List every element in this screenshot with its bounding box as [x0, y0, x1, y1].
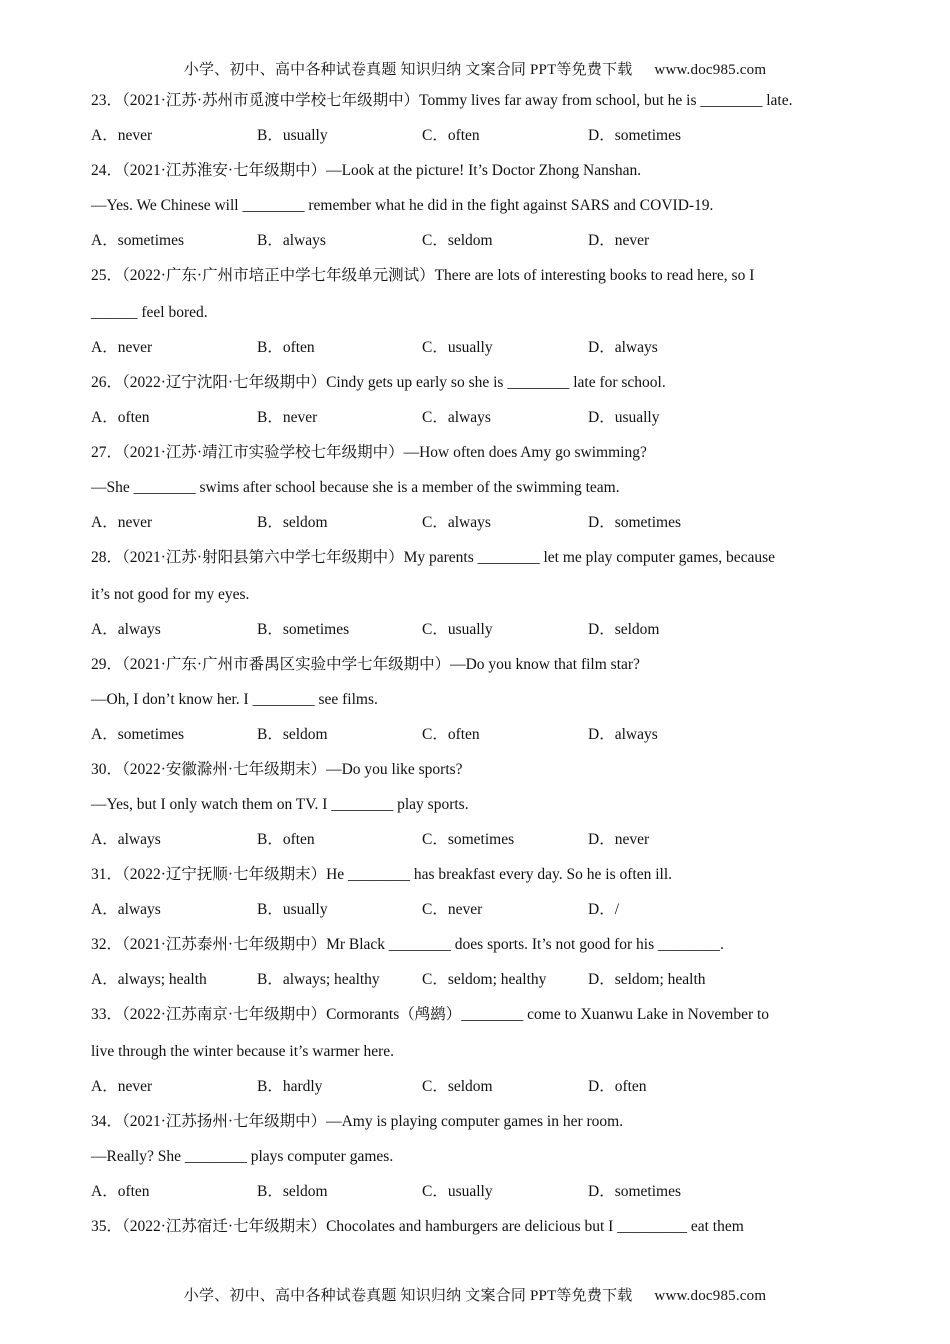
question-stem: 23．（2021·江苏·苏州市觅渡中学校七年级期中）Tommy lives far away from school, but he is ________ late. — [91, 92, 793, 109]
option-a[interactable]: A．always — [91, 621, 161, 638]
option-a[interactable]: A．sometimes — [91, 726, 184, 743]
option-b[interactable]: B．always; healthy — [257, 971, 380, 988]
option-d[interactable]: D．sometimes — [588, 127, 681, 144]
question-continuation: —Yes. We Chinese will ________ remember what he did in the fight against SARS and COVID-19. — [91, 197, 714, 214]
footer-text: 小学、初中、高中各种试卷真题 知识归纳 文案合同 PPT等免费下载 — [183, 1288, 633, 1304]
option-d[interactable]: D．seldom — [588, 621, 660, 638]
question-item — [91, 931, 871, 1001]
option-b[interactable]: B．seldom — [257, 514, 328, 531]
question-stem: 33．（2022·江苏南京·七年级期中）Cormorants（鸬鹚）________ come to Xuanwu Lake in November to — [91, 1006, 770, 1023]
option-a[interactable]: A．never — [91, 514, 153, 531]
option-b[interactable]: B．often — [257, 339, 315, 356]
question-stem: 28．（2021·江苏·射阳县第六中学七年级期中）My parents ________ let me play computer games, because — [91, 549, 776, 566]
option-d[interactable]: D．often — [588, 1078, 647, 1095]
question-continuation: —Oh, I don’t know her. I ________ see films. — [91, 691, 378, 708]
option-b[interactable]: B．seldom — [257, 726, 328, 743]
question-item — [91, 157, 871, 262]
question-item — [91, 651, 871, 756]
option-a[interactable]: A．never — [91, 339, 153, 356]
option-a[interactable]: A．always — [91, 831, 161, 848]
page-header — [0, 58, 950, 79]
question-stem: 25．（2022·广东·广州市培正中学七年级单元测试）There are lots of interesting books to read here, so I — [91, 267, 755, 284]
option-a[interactable]: A．always; health — [91, 971, 207, 988]
question-continuation: ______ feel bored. — [91, 304, 208, 321]
question-continuation: —Really? She ________ plays computer games. — [91, 1148, 394, 1165]
option-c[interactable]: C．seldom; healthy — [422, 971, 547, 988]
option-b[interactable]: B．hardly — [257, 1078, 323, 1095]
option-c[interactable]: C．sometimes — [422, 831, 515, 848]
option-c[interactable]: C．always — [422, 409, 491, 426]
question-item — [91, 87, 871, 157]
option-b[interactable]: B．often — [257, 831, 315, 848]
question-stem: 30．（2022·安徽滁州·七年级期末）—Do you like sports? — [91, 761, 463, 778]
footer-site-link[interactable]: www.doc985.com — [654, 1288, 767, 1304]
option-c[interactable]: C．often — [422, 127, 480, 144]
option-c[interactable]: C．usually — [422, 1183, 493, 1200]
question-continuation: it’s not good for my eyes. — [91, 586, 250, 603]
option-b[interactable]: B．usually — [257, 127, 328, 144]
question-stem: 29．（2021·广东·广州市番禺区实验中学七年级期中）—Do you know that film star? — [91, 656, 640, 673]
option-b[interactable]: B．always — [257, 232, 326, 249]
option-c[interactable]: C．seldom — [422, 232, 493, 249]
question-item — [91, 861, 871, 931]
option-b[interactable]: B．usually — [257, 901, 328, 918]
answer-options — [91, 227, 871, 262]
question-stem: 24．（2021·江苏淮安·七年级期中）—Look at the picture! It’s Doctor Zhong Nanshan. — [91, 162, 642, 179]
answer-options — [91, 1073, 871, 1108]
option-c[interactable]: C．usually — [422, 621, 493, 638]
answer-options — [91, 721, 871, 756]
option-a[interactable]: A．often — [91, 1183, 150, 1200]
question-stem: 26．（2022·辽宁沈阳·七年级期中）Cindy gets up early so she is ________ late for school. — [91, 374, 666, 391]
option-a[interactable]: A．always — [91, 901, 161, 918]
option-b[interactable]: B．sometimes — [257, 621, 350, 638]
page-footer — [0, 1284, 950, 1305]
question-item — [91, 1001, 871, 1108]
option-d[interactable]: D．sometimes — [588, 514, 681, 531]
question-list — [91, 87, 871, 1248]
question-continuation: —Yes, but I only watch them on TV. I ________ play sports. — [91, 796, 469, 813]
answer-options — [91, 509, 871, 544]
option-d[interactable]: D．always — [588, 339, 658, 356]
option-a[interactable]: A．never — [91, 1078, 153, 1095]
option-d[interactable]: D．never — [588, 232, 650, 249]
option-c[interactable]: C．never — [422, 901, 483, 918]
question-item — [91, 1213, 871, 1248]
option-c[interactable]: C．usually — [422, 339, 493, 356]
option-d[interactable]: D．sometimes — [588, 1183, 681, 1200]
question-stem: 31．（2022·辽宁抚顺·七年级期末）He ________ has breakfast every day. So he is often ill. — [91, 866, 673, 883]
option-d[interactable]: D．never — [588, 831, 650, 848]
option-a[interactable]: A．sometimes — [91, 232, 184, 249]
option-a[interactable]: A．often — [91, 409, 150, 426]
question-item — [91, 756, 871, 861]
question-item — [91, 262, 871, 369]
header-text: 小学、初中、高中各种试卷真题 知识归纳 文案合同 PPT等免费下载 — [183, 62, 633, 78]
answer-options — [91, 1178, 871, 1213]
option-d[interactable]: D．/ — [588, 901, 620, 918]
question-stem: 34．（2021·江苏扬州·七年级期中）—Amy is playing computer games in her room. — [91, 1113, 624, 1130]
question-continuation: live through the winter because it’s warmer here. — [91, 1043, 394, 1060]
question-item — [91, 369, 871, 439]
option-a[interactable]: A．never — [91, 127, 153, 144]
answer-options — [91, 896, 871, 931]
answer-options — [91, 122, 871, 157]
answer-options — [91, 966, 871, 1001]
option-c[interactable]: C．often — [422, 726, 480, 743]
question-item — [91, 1108, 871, 1213]
option-b[interactable]: B．never — [257, 409, 318, 426]
answer-options — [91, 334, 871, 369]
option-c[interactable]: C．always — [422, 514, 491, 531]
option-c[interactable]: C．seldom — [422, 1078, 493, 1095]
option-d[interactable]: D．seldom; health — [588, 971, 706, 988]
answer-options — [91, 826, 871, 861]
answer-options — [91, 404, 871, 439]
question-stem: 27．（2021·江苏·靖江市实验学校七年级期中）—How often does Amy go swimming? — [91, 444, 647, 461]
option-d[interactable]: D．usually — [588, 409, 660, 426]
question-continuation: —She ________ swims after school because she is a member of the swimming team. — [91, 479, 620, 496]
question-item — [91, 439, 871, 544]
question-item — [91, 544, 871, 651]
option-b[interactable]: B．seldom — [257, 1183, 328, 1200]
question-stem: 32．（2021·江苏泰州·七年级期中）Mr Black ________ does sports. It’s not good for his ________. — [91, 936, 724, 953]
header-site-link[interactable]: www.doc985.com — [654, 62, 767, 78]
option-d[interactable]: D．always — [588, 726, 658, 743]
answer-options — [91, 616, 871, 651]
question-stem: 35．（2022·江苏宿迁·七年级期末）Chocolates and hamburgers are delicious but I _________ eat them — [91, 1218, 744, 1235]
